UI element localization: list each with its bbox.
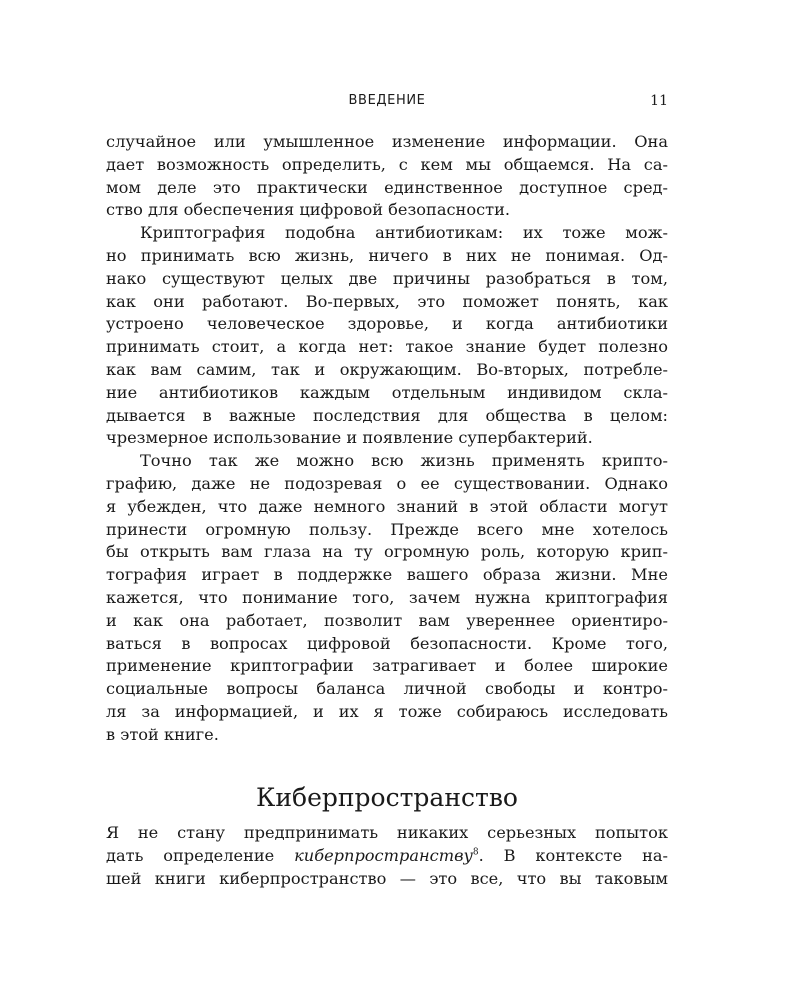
text-line: графию, даже не подозревая о ее существовании. Однако [106,473,668,493]
text-line: случайное или умышленное изменение информации. Она [106,132,668,151]
text-line: нако существуют целых две причины разобраться в том, [106,268,668,288]
text-line: социальные вопросы баланса личной свободы и контро- [106,679,668,699]
paragraph [106,450,668,746]
text-line: Точно так же можно всю жизнь применять крипто- [140,451,668,471]
text-line: в этой книге. [106,724,219,744]
running-title: ВВЕДЕНИЕ [348,93,426,108]
text-line: применение криптографии затрагивает и более широкие [106,656,668,676]
text-line: и как она работает, позволит вам увереннее ориентиро- [106,610,668,630]
paragraph [106,131,668,222]
text-line: принимать стоит, а когда нет: такое знание будет полезно [106,337,668,357]
text-line: я убежден, что даже немного знаний в этой области могут [106,496,668,516]
text-line: ство для обеспечения цифровой безопасности. [106,200,511,220]
text-line: принести огромную пользу. Прежде всего мне хотелось [106,519,668,539]
text-line: Криптография подобна антибиотикам: их тоже мож- [140,223,668,243]
text-line: бы открыть вам глаза на ту огромную роль, которую крип- [106,542,668,562]
text-line: но принимать всю жизнь, ничего в них не понимая. Од- [106,245,668,265]
text-line: мом деле это практически единственное доступное сред- [106,177,668,197]
text-line: ние антибиотиков каждым отдельным индивидом скла- [106,382,668,402]
text-line: дает возможность определить, с кем мы общаемся. На са- [106,154,668,174]
text-line: как они работают. Во-первых, это поможет понять, как [106,291,668,311]
text-line-with-footnote [106,845,668,868]
section-heading: Киберпространство [256,783,518,812]
page-number: 11 [650,93,668,109]
text-line: шей книги киберпространство — это все, что вы таковым [106,868,668,888]
text-line: Я не стану предпринимать никаких серьезных попыток [106,823,668,842]
text-line: ля за информацией, и их я тоже собираюсь исследовать [106,701,668,721]
text-line: дывается в важные последствия для общества в целом: [106,405,668,425]
running-head [106,91,668,111]
text-line: ваться в вопросах цифровой безопасности. Кроме того, [106,633,668,653]
paragraph [106,222,668,450]
text-segment: . В контексте на- [478,845,668,865]
body-text [106,131,668,747]
footnote-marker[interactable]: 8 [472,847,479,858]
italic-term: киберпространству [294,845,473,865]
text-segment: дать определение [106,845,295,865]
text-line: кажется, что понимание того, зачем нужна криптография [106,587,668,607]
section-body [106,822,668,890]
text-line: чрезмерное использование и появление супербактерий. [106,428,593,448]
text-line: тография играет в поддержке вашего образа жизни. Мне [106,565,668,585]
text-line: устроено человеческое здоровье, и когда антибиотики [106,314,668,334]
text-line: как вам самим, так и окружающим. Во-вторых, потребле- [106,359,668,379]
